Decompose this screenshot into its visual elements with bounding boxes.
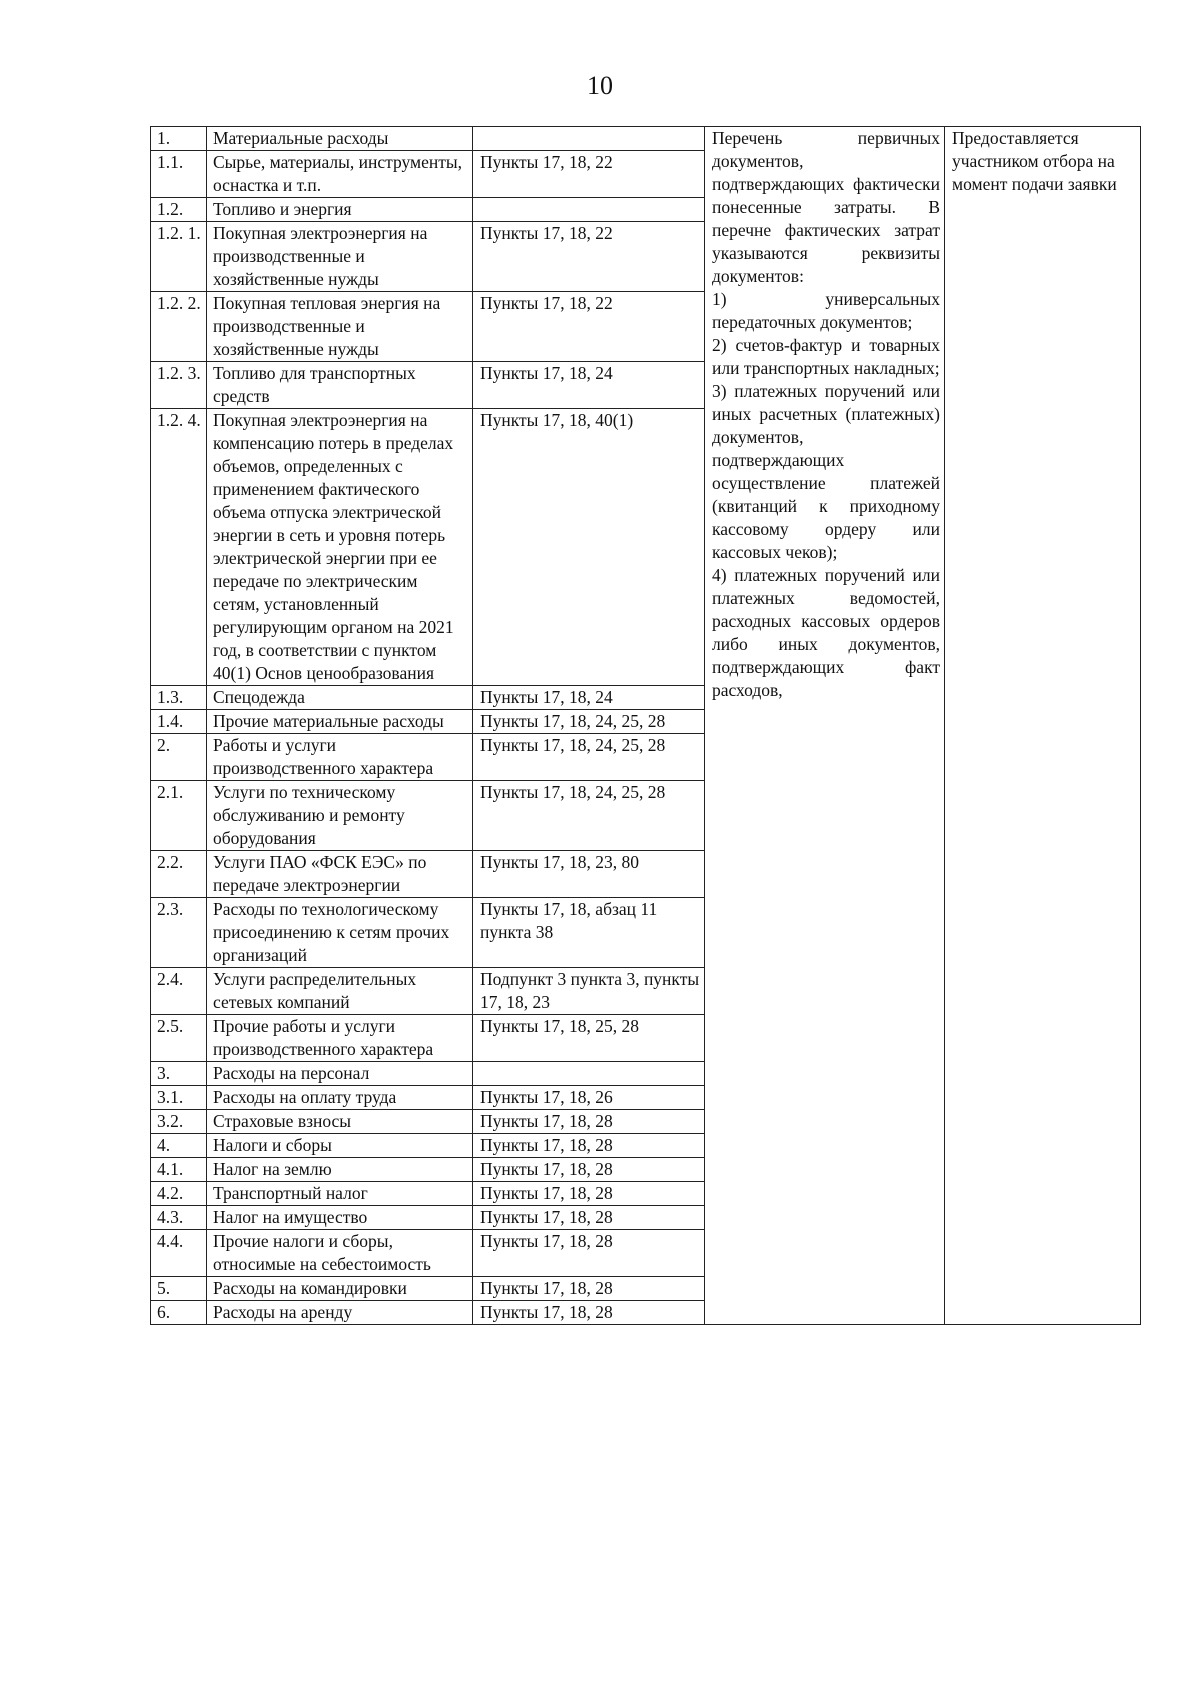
row-number: 2.5. <box>151 1015 207 1062</box>
expense-name: Налоги и сборы <box>207 1134 473 1158</box>
row-number: 6. <box>151 1301 207 1325</box>
row-number: 4.3. <box>151 1206 207 1230</box>
row-number: 1.3. <box>151 686 207 710</box>
legal-reference: Пункты 17, 18, 40(1) <box>473 409 705 686</box>
legal-reference: Пункты 17, 18, 24 <box>473 362 705 409</box>
row-number: 1.1. <box>151 151 207 198</box>
legal-reference: Пункты 17, 18, 26 <box>473 1086 705 1110</box>
expense-name: Расходы по технологическому присоединению к сетям прочих организаций <box>207 898 473 968</box>
legal-reference: Пункты 17, 18, абзац 11 пункта 38 <box>473 898 705 968</box>
legal-reference <box>473 198 705 222</box>
legal-reference: Пункты 17, 18, 24, 25, 28 <box>473 710 705 734</box>
legal-reference: Пункты 17, 18, 24, 25, 28 <box>473 781 705 851</box>
legal-reference: Пункты 17, 18, 22 <box>473 222 705 292</box>
legal-reference: Пункты 17, 18, 28 <box>473 1206 705 1230</box>
legal-reference: Пункты 17, 18, 24, 25, 28 <box>473 734 705 781</box>
row-number: 3. <box>151 1062 207 1086</box>
documents-item: 2) счетов-фактур и товарных или транспортных накладных; <box>712 335 940 378</box>
expense-name: Транспортный налог <box>207 1182 473 1206</box>
expense-name: Услуги распределительных сетевых компаний <box>207 968 473 1015</box>
row-number: 1. <box>151 127 207 151</box>
row-number: 2.1. <box>151 781 207 851</box>
row-number: 5. <box>151 1277 207 1301</box>
expense-name: Топливо и энергия <box>207 198 473 222</box>
provision-note: Предоставляется участником отбора на момент подачи заявки <box>945 127 1141 1325</box>
legal-reference: Пункты 17, 18, 23, 80 <box>473 851 705 898</box>
expense-name: Покупная электроэнергия на производственные и хозяйственные нужды <box>207 222 473 292</box>
expense-name: Налог на землю <box>207 1158 473 1182</box>
table-row <box>151 127 1141 151</box>
expense-name: Прочие налоги и сборы, относимые на себестоимость <box>207 1230 473 1277</box>
row-number: 1.4. <box>151 710 207 734</box>
legal-reference: Пункты 17, 18, 28 <box>473 1182 705 1206</box>
row-number: 3.1. <box>151 1086 207 1110</box>
documents-item: 4) платежных поручений или платежных ведомостей, расходных кассовых ордеров либо иных документов, подтверждающих факт расходов, <box>712 565 940 700</box>
expense-name: Услуги по техническому обслуживанию и ремонту оборудования <box>207 781 473 851</box>
page-number: 10 <box>587 71 613 100</box>
expense-name: Топливо для транспортных средств <box>207 362 473 409</box>
documents-list-cell <box>705 127 945 1325</box>
expense-name: Налог на имущество <box>207 1206 473 1230</box>
row-number: 1.2. <box>151 198 207 222</box>
documents-intro: Перечень первичных документов, подтверждающих фактически понесенные затраты. В перечне фактических затрат указываются реквизиты документов: <box>712 128 940 286</box>
legal-reference: Пункты 17, 18, 28 <box>473 1134 705 1158</box>
expense-name: Расходы на командировки <box>207 1277 473 1301</box>
row-number: 1.2. 1. <box>151 222 207 292</box>
row-number: 2.2. <box>151 851 207 898</box>
legal-reference: Подпункт 3 пункта 3, пункты 17, 18, 23 <box>473 968 705 1015</box>
expense-name: Прочие материальные расходы <box>207 710 473 734</box>
row-number: 1.2. 2. <box>151 292 207 362</box>
legal-reference: Пункты 17, 18, 28 <box>473 1110 705 1134</box>
expenses-table <box>150 126 1141 1325</box>
legal-reference <box>473 127 705 151</box>
expense-name: Покупная тепловая энергия на производственные и хозяйственные нужды <box>207 292 473 362</box>
expense-name: Страховые взносы <box>207 1110 473 1134</box>
legal-reference: Пункты 17, 18, 28 <box>473 1277 705 1301</box>
legal-reference: Пункты 17, 18, 28 <box>473 1301 705 1325</box>
row-number: 4.2. <box>151 1182 207 1206</box>
row-number: 1.2. 4. <box>151 409 207 686</box>
row-number: 2.3. <box>151 898 207 968</box>
expense-name: Материальные расходы <box>207 127 473 151</box>
expense-name: Спецодежда <box>207 686 473 710</box>
expense-name: Прочие работы и услуги производственного характера <box>207 1015 473 1062</box>
legal-reference: Пункты 17, 18, 28 <box>473 1230 705 1277</box>
row-number: 1.2. 3. <box>151 362 207 409</box>
expense-name: Расходы на персонал <box>207 1062 473 1086</box>
row-number: 3.2. <box>151 1110 207 1134</box>
expense-name: Покупная электроэнергия на компенсацию потерь в пределах объемов, определенных с применением фактического объема отпуска электрической энергии в сеть и уровня потерь электрической энергии при ее передаче по электрическим сетям, установленный регулирующим органом на 2021 год, в соответствии с пунктом 40(1) Основ ценообразования <box>207 409 473 686</box>
expense-name: Работы и услуги производственного характера <box>207 734 473 781</box>
legal-reference: Пункты 17, 18, 22 <box>473 292 705 362</box>
documents-item: 3) платежных поручений или иных расчетных (платежных) документов, подтверждающих осуществление платежей (квитанций к приходному кассовому ордеру или кассовых чеков); <box>712 381 940 562</box>
row-number: 2. <box>151 734 207 781</box>
row-number: 4.4. <box>151 1230 207 1277</box>
row-number: 4.1. <box>151 1158 207 1182</box>
row-number: 2.4. <box>151 968 207 1015</box>
legal-reference: Пункты 17, 18, 24 <box>473 686 705 710</box>
legal-reference <box>473 1062 705 1086</box>
expense-name: Расходы на аренду <box>207 1301 473 1325</box>
legal-reference: Пункты 17, 18, 28 <box>473 1158 705 1182</box>
legal-reference: Пункты 17, 18, 22 <box>473 151 705 198</box>
row-number: 4. <box>151 1134 207 1158</box>
documents-item: 1) универсальных передаточных документов; <box>712 289 940 332</box>
expense-name: Сырье, материалы, инструменты, оснастка и т.п. <box>207 151 473 198</box>
expense-name: Услуги ПАО «ФСК ЕЭС» по передаче электроэнергии <box>207 851 473 898</box>
legal-reference: Пункты 17, 18, 25, 28 <box>473 1015 705 1062</box>
expense-name: Расходы на оплату труда <box>207 1086 473 1110</box>
